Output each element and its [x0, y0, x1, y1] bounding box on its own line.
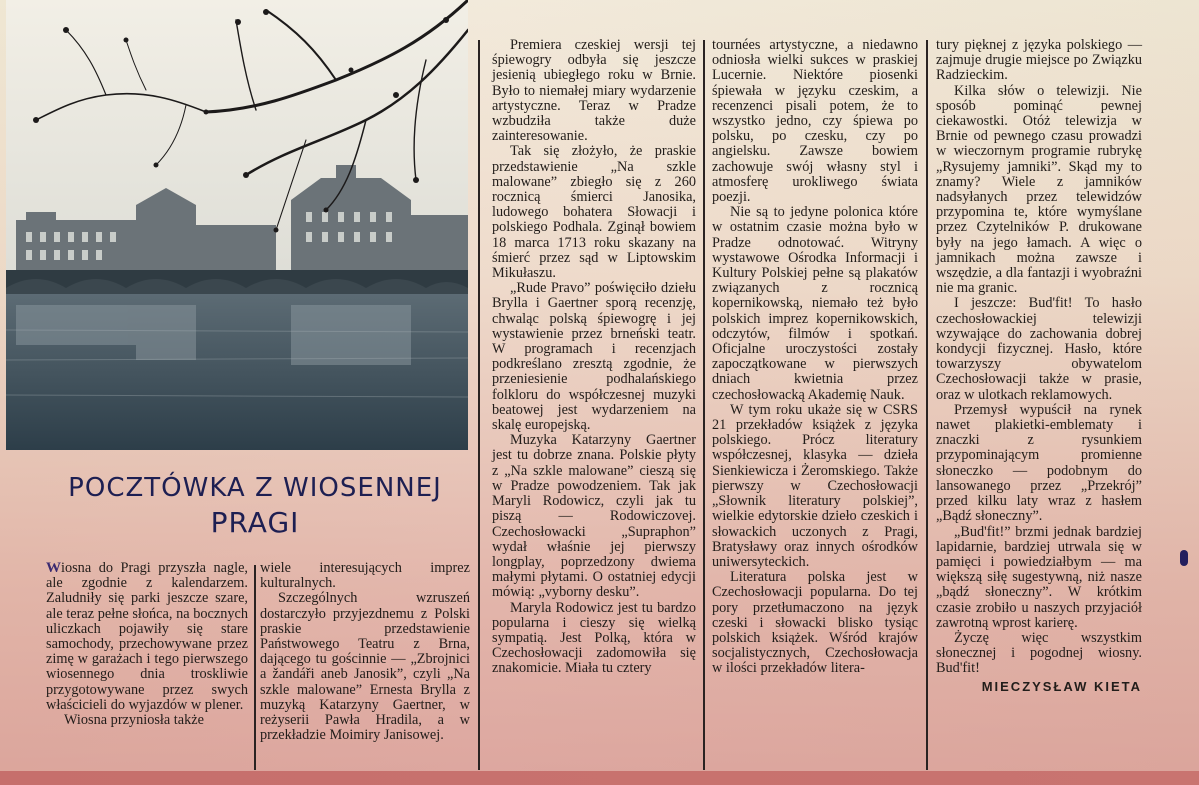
paragraph: Literatura polska jest w Czechosłowacji popularna. Do tej pory przetłumaczono na język czeski i słowacki blisko tysiąc polskich książek. Wśród krajów socjalistycznych, Czechosłowacja w ilości przekładów litera- [712, 569, 918, 677]
column-rule [926, 40, 928, 770]
paragraph: tournées artystyczne, a niedawno odniosła wielki sukces w praskiej Lucernie. Niektóre piosenki śpiewała w języku czeskim, a recenzenci pisali potem, że to wszystko jedno, czy śpiewa po polsku, po czesku, czy po angielsku. Zawsze bowiem zachowuje swój własny styl i atmosferę urokliwego świata poezji. [712, 37, 918, 206]
paragraph: Tak się złożyło, że praskie przedstawienie „Na szkle malowane” zbiegło się z 260 rocznicą śmierci Janosika, ludowego bohatera Słowacji i polskiego Podhala. Zginął bowiem 18 marca 1713 roku skazany na śmierć przez sąd w Liptowskim Mikułaszu. [492, 143, 696, 282]
paragraph: tury pięknej z języka polskiego — zajmuje drugie miejsce po Związku Radzieckim. [936, 37, 1142, 84]
paragraph: Przemysł wypuścił na rynek nawet plakietki-emblematy i znaczki z rysunkiem przypominającym promienne słoneczko — podobnym do lansowanego przez „Przekrój” przed kilku laty wraz z hasłem „Bądź słoneczny”. [936, 401, 1142, 525]
headline-line-1: POCZTÓWKA Z WIOSENNEJ [68, 473, 442, 503]
column-2 [260, 561, 470, 743]
paragraph: „Rude Pravo” poświęciło dziełu Brylla i Gaertner sporą recenzję, chwaląc polską śpiewogrę i jej wystawienie przez brneński teatr. W programach i recenzjach podkreślano zresztą zgodnie, że przeniesienie podhalańskiego folkloru do współczesnej muzyki beatowej jest wydarzeniem na skalę europejską. [492, 280, 696, 434]
paragraph: Maryla Rodowicz jest tu bardzo popularna i cieszy się wielką sympatią. Jest Polką, która w Czechosłowacji zadomowiła się znakomicie. Miała tu cztery [492, 599, 696, 677]
column-3 [492, 38, 696, 677]
column-rule [478, 40, 480, 770]
column-1 [46, 561, 248, 728]
article-headline [40, 472, 470, 542]
paragraph: Szczególnych wzruszeń dostarczyło przyjezdnemu z Polski praskie przedstawienie Państwowego Teatru z Brna, dającego tu gościnnie — „Zbrojnici a žandáři aneb Janosik”, czyli „Na szkle malowane” Ernesta Brylla z muzyką Katarzyny Gaertner, w reżyserii Pawła Hradila, a w przekładzie Moimiry Janisowej. [260, 590, 470, 744]
paragraph: wiele interesujących imprez kulturalnych. [260, 560, 470, 592]
paragraph: Wiosna przyniosła także [64, 712, 204, 729]
ink-mark [1180, 550, 1188, 566]
column-5 [936, 38, 1142, 694]
prague-photo [6, 0, 468, 450]
paragraph: Nie są to jedyne polonica które w ostatnim czasie można było w Pradze odnotować. Witryny wystawowe Ośrodka Informacji i Kultury Polskiej pełne są plakatów związanych z rocznicą kopernikowską, niemało też było polskich imprez kopernikowskich, odczytów, filmów i spotkań. Oficjalne uroczystości zostały zapoczątkowane w pierwszych dniach kwietnia przez czechosłowacką Akademię Nauk. [712, 204, 918, 403]
paragraph: Premiera czeskiej wersji tej śpiewogry odbyła się jeszcze jesienią ubiegłego roku w Brnie. Było to niemałej miary wydarzenie artystyczne. Teraz w Pradze wzbudziła także duże zainteresowanie. [492, 37, 696, 145]
column-rule [254, 565, 256, 770]
drop-cap: W [46, 560, 61, 576]
paragraph: Wiosna do Pragi przyszła nagle, ale zgodnie z kalendarzem. Zaludniły się parki jeszcze szare, ale teraz pełne słońca, na bocznych uliczkach pojawiły się stare samochody, przechowywane przez zimę w garażach i tego pierwszego wiosennego dnia troskliwie przygotowywane przez swych właścicieli do wyjazdów w plener. [46, 560, 248, 713]
headline-line-2: PRAGI [210, 506, 300, 539]
paragraph: „Bud'fit!” brzmi jednak bardziej lapidarnie, bardziej utrwala się w pamięci i powiedziałbym — ma większą siłę sugestywną, niż nasze „bądź słoneczny”. W krótkim czasie zrobiło u naszych przyjaciół zawrotną wprost karierę. [936, 523, 1142, 631]
paragraph: W tym roku ukaże się w CSRS 21 przekładów książek z języka polskiego. Prócz literatury współczesnej, klasyka — dzieła Sienkiewicza i Żeromskiego. Także pierwszy w Czechosłowacji „Słownik literatury polskiej”, wielkie edytorskie dzieło czeskich i słowackich uczonych z Pragi, Bratysławy oraz innych ośrodków uniwersyteckich. [712, 401, 918, 570]
paragraph: Życzę więc wszystkim słonecznej i pogodnej wiosny. Bud'fit! [936, 629, 1142, 677]
paragraph: I jeszcze: Bud'fit! To hasło czechosłowackiej telewizji wzywające do zachowania dobrej kondycji fizycznej. Hasło, które towarzyszy obywatelom Czechosłowacji także w prasie, oraz w ulotkach reklamowych. [936, 295, 1142, 403]
bottom-color-band [0, 771, 1199, 785]
column-4 [712, 38, 918, 677]
author-signature: MIECZYSŁAW KIETA [981, 678, 1142, 694]
paragraph: Kilka słów o telewizji. Nie sposób pominąć pewnej ciekawostki. Otóż telewizja w Brnie od pewnego czasu prowadzi w wieczornym programie rubrykę „Rysujemy jamniki”. Skąd my to znamy? Wiele z jamników nadsyłanych przez telewidzów przypomina te, które wymyślane przez Czytelników P. drukowane były na jego łamach. A więc o jamnikach można zawsze i wszędzie, a dla fantazji i wyobraźni nie ma granic. [936, 82, 1142, 297]
paragraph: Muzyka Katarzyny Gaertner jest tu dobrze znana. Polskie płyty z „Na szkle malowane” cieszą się w Pradze powodzeniem. Tak jak Maryli Rodowicz, czyli jak tu piszą — Rodowiczovej. Czechosłowacki „Supraphon” wydał właśnie jej pierwszy longplay, poprzedzony dwiema małymi płytami. O ostatniej edycji mówią: „vyborny desku”. [492, 432, 696, 601]
column-rule [703, 40, 705, 770]
